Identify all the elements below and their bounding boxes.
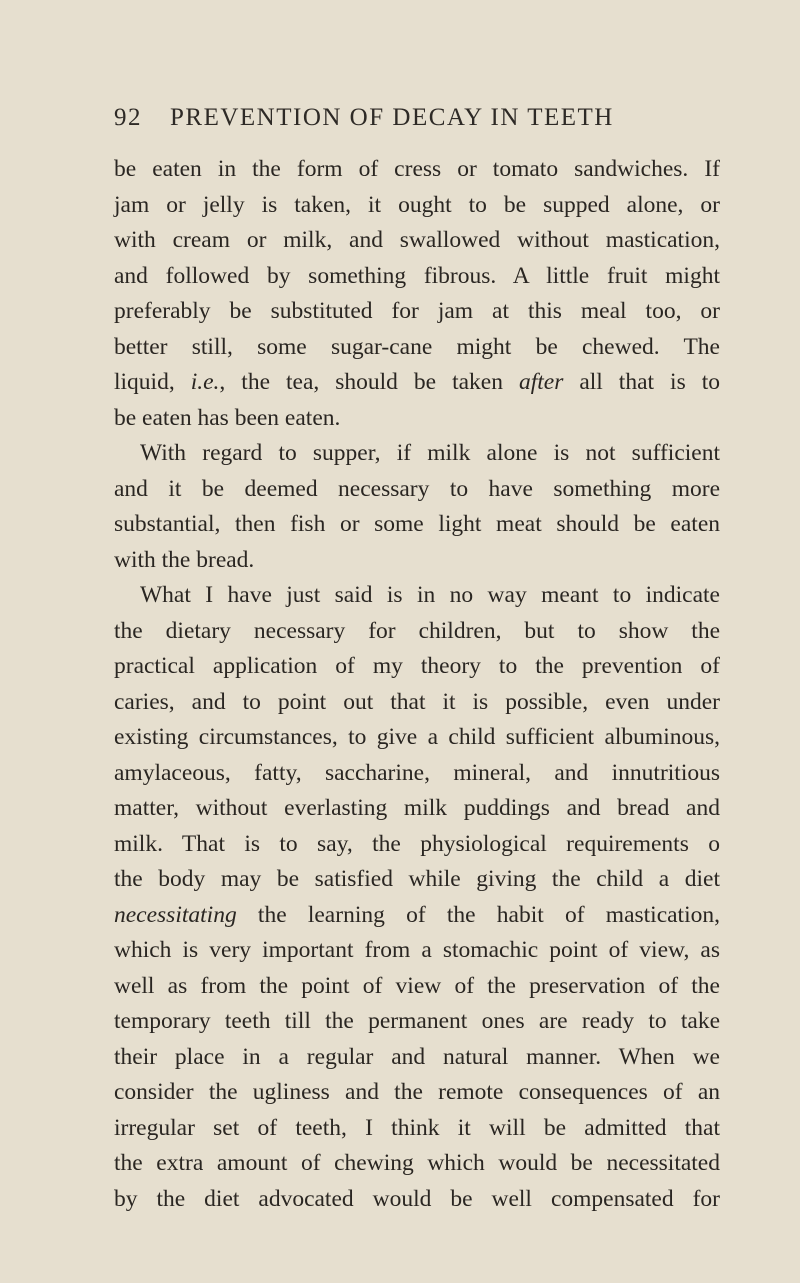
body-text (114, 152, 720, 1217)
page-number: 92 (114, 104, 142, 131)
text-line: be eaten in the form of cress or tomato sandwiches. If (114, 156, 720, 182)
text-line: With regard to supper, if milk alone is not sufficient (140, 440, 720, 466)
text-line: caries, and to point out that it is possible, even under (114, 688, 720, 715)
text-line: irregular set of teeth, I think it will be admitted that (114, 1114, 720, 1141)
text-line: with the bread. (114, 546, 255, 573)
italic-ie: i.e. (190, 369, 220, 395)
text-line: and followed by something fibrous. A little fruit might (114, 262, 720, 289)
text-line: with cream or milk, and swallowed without mastication, (114, 227, 720, 253)
text-line: well as from the point of view of the preservation of the (114, 972, 720, 999)
text-line: substantial, then fish or some light meat should be eaten (114, 511, 720, 537)
text-line (114, 898, 720, 934)
text-fragment: the learning of the habit of mastication, (257, 901, 720, 928)
text-line: practical application of my theory to the prevention of (114, 653, 720, 679)
text-line: the dietary necessary for children, but to show the (114, 617, 720, 644)
text-fragment: , the tea, should be taken (219, 369, 519, 395)
text-line: which is very important from a stomachic point of view, as (114, 937, 720, 963)
text-line: existing circumstances, to give a child sufficient albuminous, (114, 724, 720, 750)
text-fragment: liquid, (114, 369, 191, 395)
text-line: jam or jelly is taken, it ought to be supped alone, or (114, 191, 720, 218)
italic-after: after (518, 369, 564, 395)
text-line: preferably be substituted for jam at this meal too, or (114, 298, 720, 324)
text-line: milk. That is to say, the physiological requirements o (114, 830, 720, 857)
text-line: be eaten has been eaten. (114, 404, 341, 431)
italic-necessitating: necessitating (114, 901, 237, 928)
running-title: PREVENTION OF DECAY IN TEETH (170, 104, 614, 131)
text-line: temporary teeth till the permanent ones are ready to take (114, 1008, 720, 1034)
text-line: by the diet advocated would be well compensated for (114, 1185, 720, 1212)
text-line (114, 365, 720, 401)
text-line: amylaceous, fatty, saccharine, mineral, and innutritious (114, 759, 720, 786)
text-fragment: all that is to (563, 369, 720, 395)
text-line: their place in a regular and natural manner. When we (114, 1043, 720, 1070)
text-line: better still, some sugar-cane might be chewed. The (114, 333, 720, 360)
text-line: the body may be satisfied while giving the child a diet (114, 866, 720, 892)
text-line: and it be deemed necessary to have something more (114, 475, 720, 502)
text-line: the extra amount of chewing which would be necessitated (114, 1150, 720, 1176)
text-line: What I have just said is in no way meant to indicate (140, 582, 720, 608)
running-header (114, 104, 734, 132)
text-line: consider the ugliness and the remote consequences of an (114, 1079, 720, 1105)
text-line: matter, without everlasting milk puddings and bread and (114, 795, 720, 821)
